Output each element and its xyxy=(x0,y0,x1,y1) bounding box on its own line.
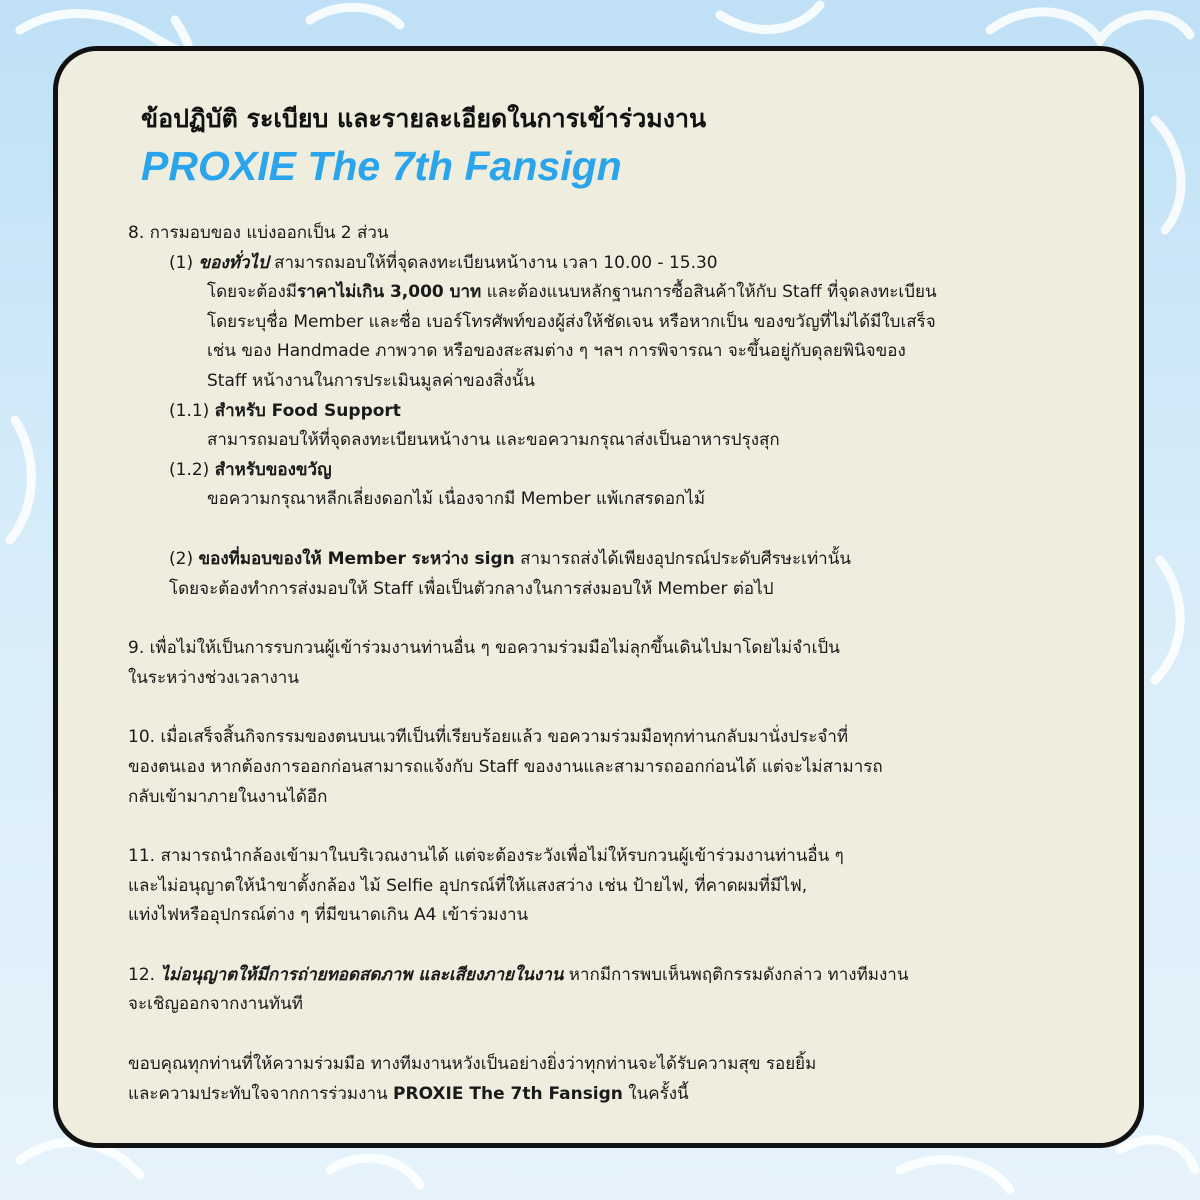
rule-10-line-1: 10. เมื่อเสร็จสิ้นกิจกรรมของตนบนเวทีเป็นที่เรียบร้อยแล้ว ขอความร่วมมือทุกท่านกลับมานั่งประจำที่ xyxy=(128,727,849,748)
rule-8-1-1-text: สามารถมอบให้ที่จุดลงทะเบียนหน้างาน และขอความกรุณาส่งเป็นอาหารปรุงสุก xyxy=(207,430,780,451)
rule-9-line-1: 9. เพื่อไม่ให้เป็นการรบกวนผู้เข้าร่วมงานท่านอื่น ๆ ขอความร่วมมือไม่ลุกขึ้นเดินไปมาโดยไม่จำเป็น xyxy=(128,638,840,659)
closing-line-2: และความประทับใจจากการร่วมงาน PROXIE The 7th Fansign ในครั้งนี้ xyxy=(128,1083,689,1104)
rule-11-line-3: แท่งไฟหรืออุปกรณ์ต่าง ๆ ที่มีขนาดเกิน A4 เข้าร่วมงาน xyxy=(128,905,529,926)
rule-11-line-2: และไม่อนุญาตให้นำขาตั้งกล้อง ไม้ Selfie อุปกรณ์ที่ให้แสงสว่าง เช่น ป้ายไฟ, ที่คาดผมที่มีไฟ, xyxy=(128,875,808,896)
rule-8-2-line-1: (2) ของที่มอบของให้ Member ระหว่าง sign สามารถส่งได้เพียงอุปกรณ์ประดับศีรษะเท่านั้น xyxy=(169,548,851,569)
thai-title: ข้อปฏิบัติ ระเบียบ และรายละเอียดในการเข้าร่วมงาน xyxy=(141,104,707,133)
rules-text xyxy=(128,219,1133,1109)
rule-8-1-1-heading: (1.1) สำหรับ Food Support xyxy=(169,400,401,421)
rule-8-1-line-5: Staff หน้างานในการประเมินมูลค่าของสิ่งนั้น xyxy=(207,370,536,391)
closing-line-1: ขอบคุณทุกท่านที่ให้ความร่วมมือ ทางทีมงานหวังเป็นอย่างยิ่งว่าทุกท่านจะได้รับความสุข รอยยิ้ม xyxy=(128,1054,817,1075)
rule-8-2-line-2: โดยจะต้องทำการส่งมอบให้ Staff เพื่อเป็นตัวกลางในการส่งมอบให้ Member ต่อไป xyxy=(169,578,774,599)
rule-8-1-2-text: ขอความกรุณาหลีกเลี่ยงดอกไม้ เนื่องจากมี Member แพ้เกสรดอกไม้ xyxy=(207,489,706,510)
rule-8-1-2-heading: (1.2) สำหรับของขวัญ xyxy=(169,459,332,480)
rule-10-line-3: กลับเข้ามาภายในงานได้อีก xyxy=(128,786,328,807)
event-title: PROXIE The 7th Fansign xyxy=(141,142,622,189)
rule-9-line-2: ในระหว่างช่วงเวลางาน xyxy=(128,667,299,688)
rule-11-line-1: 11. สามารถนำกล้องเข้ามาในบริเวณงานได้ แต่จะต้องระวังเพื่อไม่ให้รบกวนผู้เข้าร่วมงานท่านอื่น ๆ xyxy=(128,846,844,867)
rule-8-1-line-1: (1) ของทั่วไป สามารถมอบให้ที่จุดลงทะเบียนหน้างาน เวลา 10.00 - 15.30 xyxy=(169,252,718,273)
title-block xyxy=(141,103,706,191)
rule-10-line-2: ของตนเอง หากต้องการออกก่อนสามารถแจ้งกับ Staff ของงานและสามารถออกก่อนได้ แต่จะไม่สามารถ xyxy=(128,756,883,777)
content-card xyxy=(53,46,1144,1148)
rule-12-line-2: จะเชิญออกจากงานทันที xyxy=(128,994,303,1015)
rule-12-line-1: 12. ไม่อนุญาตให้มีการถ่ายทอดสดภาพ และเสียงภายในงาน หากมีการพบเห็นพฤติกรรมดังกล่าว ทางทีมงาน xyxy=(128,964,909,985)
rule-8-1-line-4: เช่น ของ Handmade ภาพวาด หรือของสะสมต่าง ๆ ฯลฯ การพิจารณา จะขึ้นอยู่กับดุลยพินิจของ xyxy=(207,341,906,362)
rule-8-1-line-3: โดยระบุชื่อ Member และชื่อ เบอร์โทรศัพท์ของผู้ส่งให้ชัดเจน หรือหากเป็น ของขวัญที่ไม่ได้มีใบเสร็จ xyxy=(207,311,936,332)
rule-8-heading: 8. การมอบของ แบ่งออกเป็น 2 ส่วน xyxy=(128,223,389,243)
rule-8-1-line-2: โดยจะต้องมีราคาไม่เกิน 3,000 บาท และต้องแนบหลักฐานการซื้อสินค้าให้กับ Staff ที่จุดลงทะเบียน xyxy=(207,282,937,303)
